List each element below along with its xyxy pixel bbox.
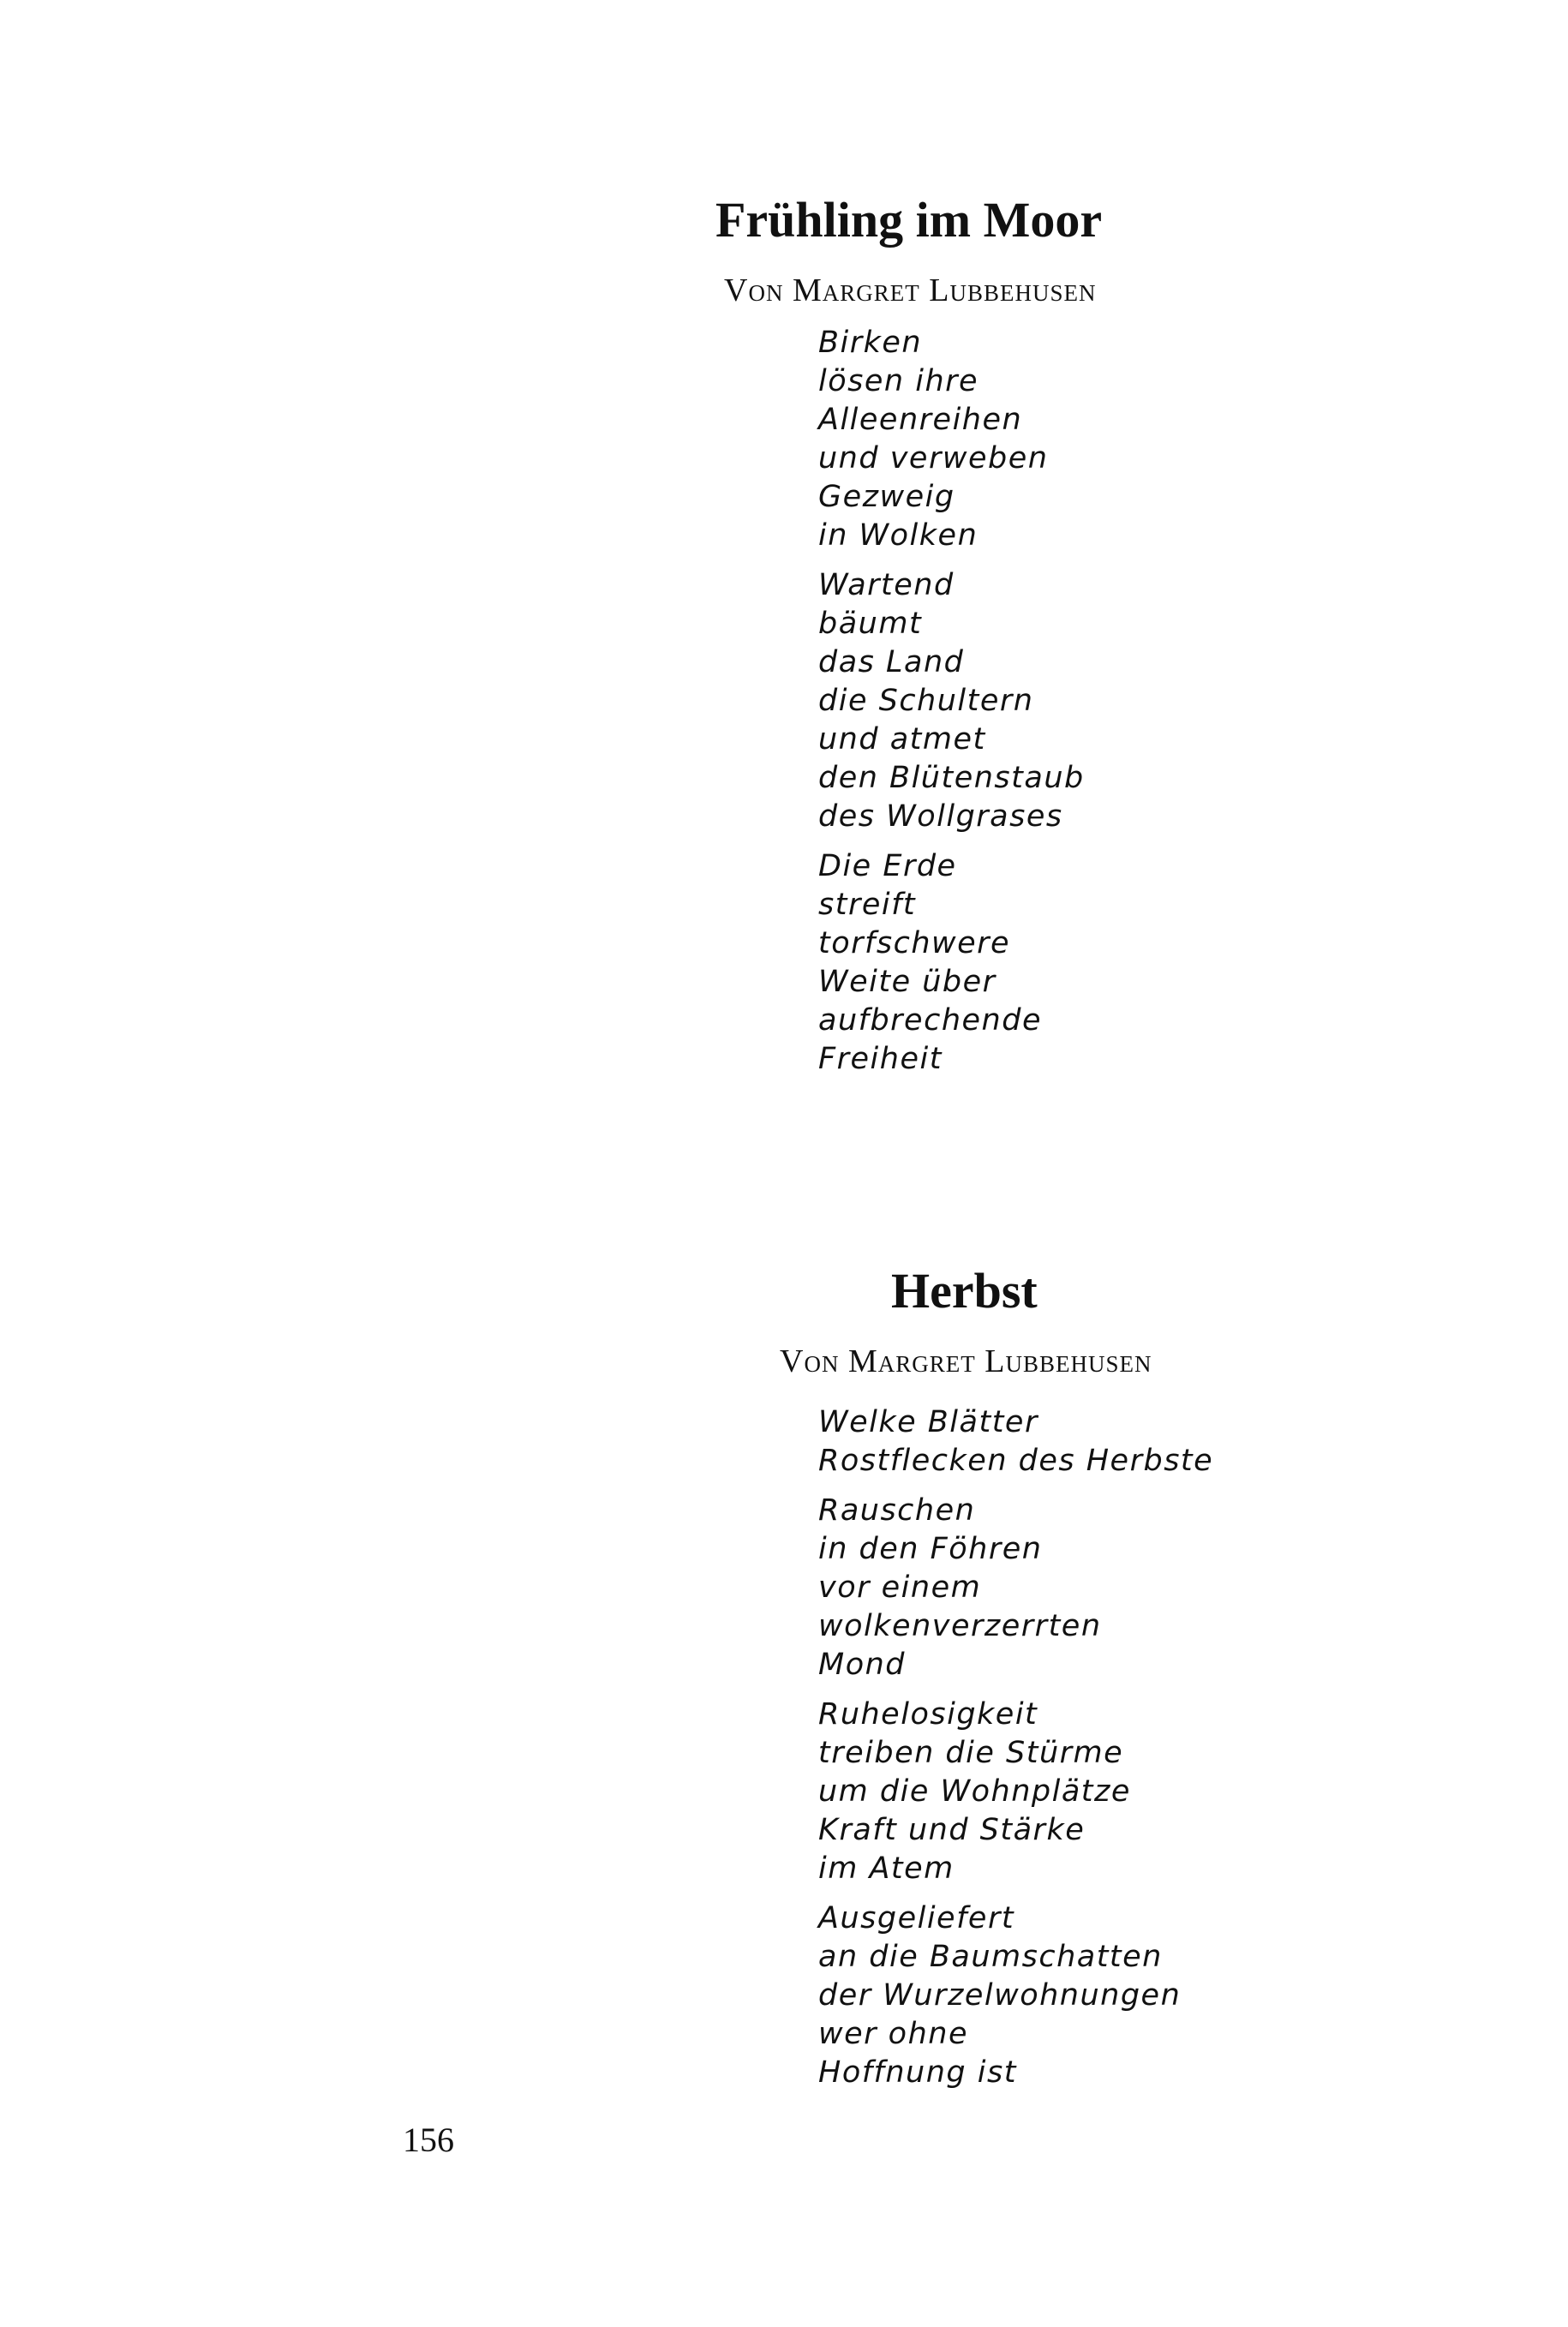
poem-line: lösen ihre	[818, 364, 979, 398]
poem-line: Weite über	[818, 965, 996, 999]
poem-line: Rostflecken des Herbste	[818, 1444, 1214, 1478]
poem-line: Rauschen	[818, 1493, 976, 1528]
poem-line: bäumt	[818, 607, 923, 641]
poem-line: in Wolken	[818, 518, 979, 553]
poem-line: Die Erde	[818, 849, 957, 883]
poem-line: vor einem	[818, 1570, 982, 1605]
poem-line: Mond	[818, 1648, 907, 1682]
poem-byline: Von Margret Lubbehusen	[724, 272, 1097, 308]
poem-title: Herbst	[891, 1263, 1038, 1319]
stanza	[818, 1492, 1213, 1684]
poem-line: Welke Blätter	[818, 1405, 1038, 1439]
poem-line: Freiheit	[818, 1042, 943, 1076]
stanza	[818, 566, 1085, 836]
poem-line: Alleenreihen	[818, 403, 1023, 437]
poem-line: die Schultern	[818, 684, 1034, 718]
page-number: 156	[403, 2121, 454, 2159]
stanza	[818, 847, 1085, 1079]
poem-line: Birken	[818, 326, 923, 360]
poem-line: Ruhelosigkeit	[818, 1697, 1038, 1732]
stanza	[818, 1696, 1213, 1888]
poem-body	[818, 1403, 1213, 2103]
poem-line: und verweben	[818, 441, 1049, 476]
poem-line: den Blütenstaub	[818, 761, 1085, 795]
poem-line: in den Föhren	[818, 1532, 1043, 1566]
poem-byline: Von Margret Lubbehusen	[780, 1343, 1152, 1379]
poem-body	[818, 324, 1085, 1090]
poem-line: torfschwere	[818, 926, 1011, 960]
poem-line: wer ohne	[818, 2017, 968, 2051]
poem-line: Kraft und Stärke	[818, 1813, 1086, 1847]
poem-line: treiben die Stürme	[818, 1736, 1124, 1770]
poem-line: im Atem	[818, 1851, 955, 1886]
poem-line: Gezweig	[818, 480, 955, 514]
stanza	[818, 324, 1085, 555]
poem-line: streift	[818, 888, 917, 922]
poem-line: des Wollgrases	[818, 799, 1063, 834]
poem-line: aufbrechende	[818, 1003, 1042, 1038]
stanza	[818, 1899, 1213, 2092]
stanza	[818, 1403, 1213, 1481]
poem-line: wolkenverzerrten	[818, 1609, 1102, 1643]
poem-line: Ausgeliefert	[818, 1901, 1015, 1935]
poem-line: Hoffnung ist	[818, 2055, 1017, 2090]
poem-line: und atmet	[818, 722, 986, 757]
poem-title: Frühling im Moor	[715, 192, 1103, 248]
poem-line: Wartend	[818, 568, 955, 602]
poem-line: um die Wohnplätze	[818, 1774, 1131, 1809]
poem-line: der Wurzelwohnungen	[818, 1978, 1182, 2013]
poem-line: das Land	[818, 645, 965, 679]
poem-line: an die Baumschatten	[818, 1940, 1163, 1974]
